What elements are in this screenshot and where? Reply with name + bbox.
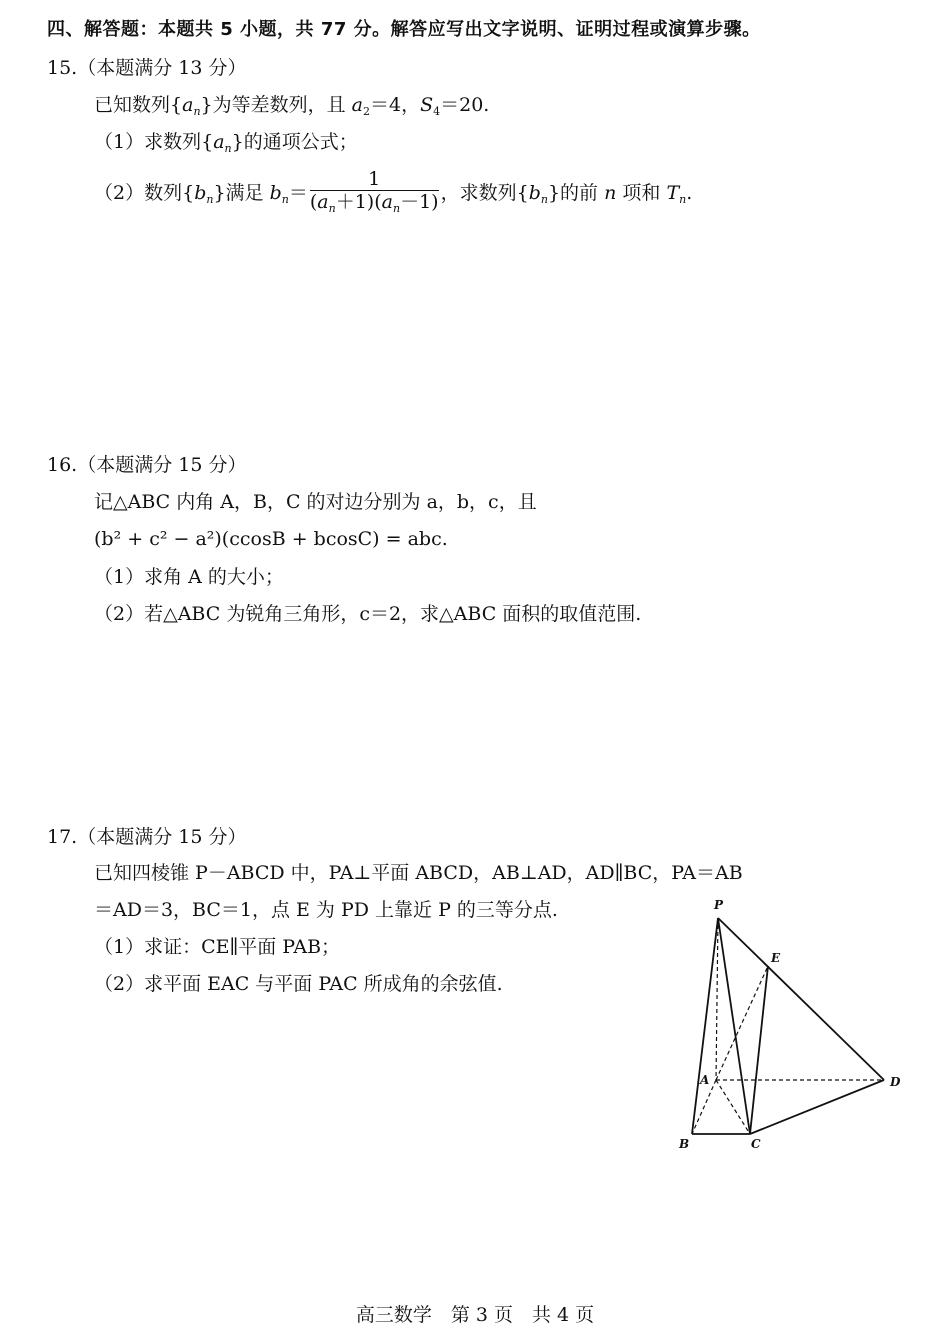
- q17-number: 17.: [47, 826, 78, 848]
- edge-CD: [750, 1080, 884, 1134]
- q16-part1: （1）求角 A 的大小；: [94, 566, 284, 588]
- label-B: B: [679, 1137, 690, 1151]
- edge-AE: [716, 966, 768, 1080]
- seq-b: b: [194, 182, 207, 204]
- q16-score: （本题满分 15 分）: [77, 454, 247, 476]
- q16-line2: (b² + c² − a²)(ccosB + bcosC) = abc.: [94, 528, 448, 550]
- a2-sub: 2: [363, 105, 370, 118]
- q15-stem-prefix: 已知数列: [94, 94, 171, 116]
- edge-PD: [718, 918, 884, 1080]
- seq-a-sub: n: [193, 105, 201, 118]
- seq-a: a: [182, 94, 194, 116]
- q17-score: （本题满分 15 分）: [77, 826, 247, 848]
- pyramid-figure: [670, 890, 910, 1155]
- fraction: [310, 168, 439, 220]
- q15-number: 15.: [47, 57, 78, 79]
- s4-label: S: [420, 94, 434, 116]
- q17-line2: ＝AD＝3，BC＝1，点 E 为 PD 上靠近 P 的三等分点.: [94, 899, 558, 921]
- label-A: A: [700, 1073, 710, 1087]
- fraction-denominator: $(a_n+1)(a_n-1)$: [309, 191, 439, 215]
- label-E: E: [771, 951, 781, 965]
- page-footer: 高三数学 第 3 页 共 4 页: [355, 1304, 595, 1326]
- q15-part1-suffix: 的通项公式；: [243, 131, 358, 153]
- s4-sub: 4: [433, 105, 441, 118]
- q17-header: [47, 825, 246, 849]
- a2-label: a: [351, 94, 363, 116]
- q15-part1-text: （1）求数列: [94, 131, 202, 153]
- q16-line1: 记△ABC 内角 A，B，C 的对边分别为 a，b，c，且: [94, 491, 537, 513]
- q15-part2-mid: 满足: [225, 182, 270, 204]
- q15-score: （本题满分 13 分）: [77, 57, 247, 79]
- q17-line1: 已知四棱锥 P－ABCD 中，PA⊥平面 ABCD，AB⊥AD，AD∥BC，PA＝AB: [94, 862, 743, 884]
- q15-stem: 已知数列$\{a_n\}$为等差数列，且 $a_2=4$，$S_4=20$.: [94, 94, 490, 118]
- q15-stem-mid: 为等差数列，且: [212, 94, 352, 116]
- q15-part2-text: （2）数列: [94, 182, 183, 204]
- q15-header: [47, 56, 246, 80]
- q15-period: .: [686, 182, 693, 204]
- edge-PA: [716, 918, 718, 1080]
- label-D: D: [890, 1075, 901, 1089]
- q16-number: 16.: [47, 454, 78, 476]
- q15-part2-suffix: ，求数列: [440, 182, 517, 204]
- label-P: P: [714, 898, 724, 912]
- s4-value: ＝20.: [440, 94, 490, 116]
- edge-CE: [750, 966, 768, 1134]
- q16-header: [47, 453, 246, 477]
- label-C: C: [751, 1137, 761, 1151]
- edge-AC: [716, 1080, 750, 1134]
- q15-part2: （2）数列$\{b_n\}$满足 $b_n=$ $\frac{1}{(a_n+1)(a_n-1)}$ ，求数列$\{b_n\}$的前 n 项和 $T_n$.: [94, 168, 692, 224]
- q15-part2-end: 的前 n 项和 T: [560, 182, 680, 204]
- edge-PC: [718, 918, 750, 1134]
- edge-PB: [692, 918, 718, 1134]
- fraction-numerator: 1: [310, 168, 439, 191]
- q16-part2: （2）若△ABC 为锐角三角形，c＝2，求△ABC 面积的取值范围.: [94, 603, 642, 625]
- q15-part1: （1）求数列$\{a_n\}$的通项公式；: [94, 131, 358, 155]
- section-heading: 四、解答题：本题共 5 小题，共 77 分。解答应写出文字说明、证明过程或演算步骤。: [47, 19, 761, 40]
- q17-part2: （2）求平面 EAC 与平面 PAC 所成角的余弦值.: [94, 973, 503, 995]
- q17-part1: （1）求证：CE∥平面 PAB；: [94, 936, 341, 958]
- a2-value: ＝4，: [370, 94, 421, 116]
- t-sub: n: [679, 193, 687, 206]
